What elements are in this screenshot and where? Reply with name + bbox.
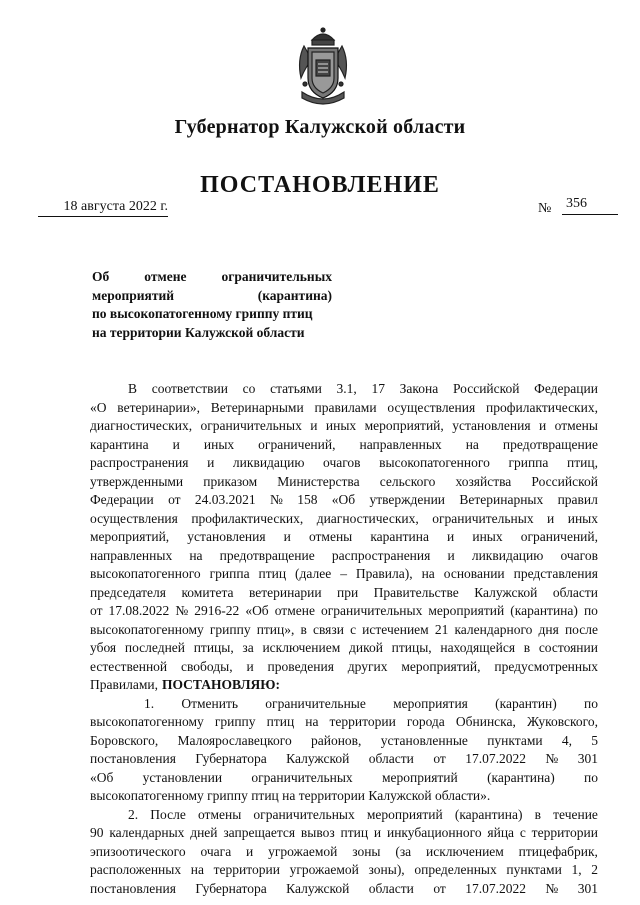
- body-word: с: [519, 825, 526, 840]
- body-word: зоны),: [368, 862, 405, 877]
- body-word: Правительстве: [373, 584, 459, 600]
- body-line: [90, 787, 598, 806]
- body-word: птиц: [258, 566, 287, 581]
- body-word: на: [421, 566, 435, 581]
- body-word: соответствии: [151, 381, 228, 396]
- body-word: предусмотренных: [494, 658, 598, 674]
- number-label: №: [538, 201, 552, 216]
- body-word: 2.: [128, 806, 139, 822]
- body-word: Калужской: [474, 584, 538, 600]
- body-word: птицы,: [193, 640, 234, 655]
- body-line: [90, 639, 598, 658]
- body-word: 301: [577, 880, 598, 896]
- body-word: птиц»,: [256, 621, 295, 637]
- subject-word: (карантина): [257, 287, 332, 303]
- body-word: мероприятия: [393, 695, 468, 711]
- body-word: высокопатогенного: [379, 455, 490, 470]
- body-line: [90, 510, 598, 529]
- body-word: Губернатора: [195, 880, 267, 896]
- body-word: иных: [567, 510, 598, 526]
- body-word: очагов: [560, 547, 598, 563]
- body-word: Жуковского,: [526, 714, 598, 729]
- body-word: убоя: [90, 640, 117, 655]
- subject-line: [92, 305, 332, 324]
- body-word: –: [340, 566, 347, 581]
- body-word: эпизоотического: [90, 843, 186, 859]
- body-word: по: [584, 769, 598, 785]
- body-line: [90, 473, 598, 492]
- body-word: Федерации: [90, 492, 154, 507]
- body-word: «Об: [331, 492, 356, 507]
- body-word: области: [368, 751, 414, 766]
- body-word: распространения: [331, 547, 431, 563]
- body-word: Российской: [531, 473, 598, 489]
- body-word: Министерства: [277, 473, 360, 489]
- body-word: (далее: [295, 566, 332, 581]
- body-line: [90, 843, 598, 862]
- body-word: правилами: [314, 399, 377, 415]
- body-word: иных: [203, 436, 235, 452]
- body-word: на: [465, 436, 479, 452]
- body-line: [90, 547, 598, 566]
- body-word: ограничительных: [253, 806, 355, 822]
- body-line: [90, 880, 598, 899]
- body-word: территории: [213, 862, 280, 877]
- body-word: карантина: [370, 529, 429, 544]
- body-line: [90, 602, 598, 621]
- body-word: председателя: [90, 584, 166, 600]
- body-word: 17.07.2022: [465, 751, 526, 766]
- body-word: комитета: [181, 584, 234, 600]
- body-word: дикой: [348, 640, 383, 655]
- body-line: [90, 621, 598, 640]
- body-word: «Об: [245, 603, 269, 618]
- document-body: [90, 380, 598, 898]
- body-word: иных: [472, 529, 503, 544]
- body-word: 1,: [571, 862, 582, 877]
- body-word: предотвращение: [219, 547, 315, 563]
- body-line: [90, 565, 598, 584]
- body-word: и: [373, 825, 382, 840]
- body-word: после: [564, 621, 598, 637]
- body-word: районов,: [310, 732, 362, 748]
- body-word: 24.03.2021: [194, 492, 256, 507]
- document-subject: [92, 268, 332, 342]
- body-line: [90, 695, 598, 714]
- body-line: [90, 861, 598, 880]
- body-word: запрещается: [223, 825, 296, 840]
- subject-word: по высокопатогенному гриппу птиц: [92, 306, 313, 321]
- body-word: установления: [187, 529, 266, 544]
- coat-of-arms-icon: [294, 26, 352, 110]
- body-word: мероприятий: [381, 769, 458, 785]
- body-word: и: [447, 529, 455, 544]
- body-word: (карантин): [495, 695, 557, 711]
- body-word: при: [337, 584, 359, 600]
- body-word: от: [433, 880, 446, 896]
- body-word: очага: [200, 843, 232, 859]
- body-word: очагов: [323, 455, 361, 470]
- body-word: от: [168, 492, 181, 507]
- body-word: Малоярославецкого: [177, 732, 292, 748]
- body-line: [90, 750, 598, 769]
- body-word: осуществления: [90, 510, 178, 526]
- body-word: представления: [513, 566, 598, 581]
- body-line: [90, 806, 598, 825]
- body-word: отмене: [274, 603, 315, 618]
- body-line: [90, 584, 598, 603]
- body-word: После: [150, 806, 186, 822]
- body-word: вывоз: [300, 825, 335, 840]
- body-word: Ветеринарных: [459, 492, 544, 507]
- body-word: ПОСТАНОВЛЯЮ:: [161, 677, 280, 692]
- body-word: календарных: [109, 825, 185, 840]
- body-word: на: [305, 714, 319, 729]
- body-word: с: [350, 621, 357, 637]
- body-word: области: [368, 880, 414, 896]
- body-word: птиц: [266, 714, 295, 729]
- body-word: Правилами,: [90, 677, 158, 692]
- body-word: и: [246, 658, 254, 674]
- body-word: мероприятий,: [90, 529, 170, 544]
- body-word: территории: [329, 714, 396, 729]
- body-word: 17.08.2022: [108, 603, 170, 618]
- body-word: на: [189, 547, 203, 563]
- body-word: «Об: [90, 769, 114, 785]
- subject-word: ограничительных: [221, 269, 332, 284]
- body-word: исключением: [425, 843, 504, 859]
- body-line: [90, 528, 598, 547]
- body-word: и: [447, 547, 455, 563]
- body-word: в: [523, 640, 531, 655]
- body-word: определенных: [414, 862, 497, 877]
- body-word: от: [433, 751, 446, 766]
- body-word: расположенных: [90, 862, 182, 877]
- body-word: города: [406, 714, 445, 729]
- body-line: [90, 713, 598, 732]
- body-word: направленных: [90, 547, 173, 563]
- document-number: 356: [562, 196, 618, 215]
- body-word: (за: [395, 843, 412, 859]
- body-word: статьями: [270, 381, 322, 396]
- body-word: Калужской: [286, 751, 350, 766]
- body-word: ликвидацию: [471, 547, 544, 563]
- body-word: течение: [553, 806, 598, 822]
- body-word: Закона: [399, 381, 439, 396]
- body-word: отмены: [197, 806, 242, 822]
- body-word: Российской: [452, 381, 520, 396]
- body-word: 17.07.2022: [465, 880, 526, 896]
- body-word: Боровского,: [90, 732, 159, 748]
- body-word: основании: [443, 566, 505, 581]
- body-line: [90, 658, 598, 677]
- document-date: 18 августа 2022 г.: [38, 199, 168, 217]
- body-word: иных: [325, 418, 357, 433]
- body-word: №: [545, 880, 559, 896]
- body-word: дней: [190, 825, 218, 840]
- body-word: от: [90, 603, 103, 618]
- body-word: ограничений,: [258, 436, 336, 452]
- body-word: со: [242, 381, 256, 396]
- body-word: приказом: [203, 473, 258, 489]
- body-word: яйца: [487, 825, 515, 840]
- body-word: и: [547, 510, 555, 526]
- body-word: состоянии: [538, 640, 598, 655]
- body-word: 2: [591, 862, 598, 877]
- body-word: профилактических,: [191, 510, 304, 526]
- body-word: ограничительных: [200, 418, 302, 433]
- body-word: Обнинска,: [455, 714, 516, 729]
- body-word: 3.1,: [336, 381, 357, 396]
- body-word: птицефабрик,: [518, 843, 598, 859]
- body-word: по: [584, 695, 598, 711]
- document-type: ПОСТАНОВЛЕНИЕ: [200, 172, 440, 198]
- body-word: календарного: [454, 621, 533, 637]
- body-word: в: [534, 806, 541, 822]
- subject-line: [92, 287, 332, 306]
- body-word: отмены: [308, 529, 353, 544]
- body-word: на: [190, 862, 204, 877]
- body-word: высокопатогенному: [90, 714, 204, 729]
- body-word: профилактических,: [486, 399, 598, 415]
- body-word: области: [552, 584, 598, 600]
- subject-word: мероприятий: [92, 287, 175, 303]
- body-line: [90, 732, 598, 751]
- body-word: гриппу: [214, 714, 256, 729]
- body-word: свободы,: [181, 658, 233, 674]
- body-word: распространения: [90, 455, 189, 470]
- body-word: (карантина): [454, 806, 523, 822]
- body-word: пунктами: [487, 732, 543, 748]
- body-word: карантина: [90, 436, 149, 452]
- body-word: №: [545, 751, 559, 766]
- body-word: (карантина): [510, 603, 578, 618]
- body-word: пунктами: [506, 862, 562, 877]
- body-word: угрожаемой: [289, 862, 359, 877]
- body-word: и: [538, 418, 547, 433]
- body-word: гриппа: [508, 455, 549, 470]
- body-word: и: [246, 843, 254, 859]
- body-word: высокопатогенному гриппу птиц на территории Калужской области».: [90, 788, 491, 803]
- body-word: находящейся: [440, 640, 516, 655]
- body-word: диагностических,: [316, 510, 419, 526]
- body-word: ликвидацию: [232, 455, 305, 470]
- body-word: Правила),: [355, 566, 413, 581]
- body-word: направленных: [359, 436, 442, 452]
- subject-word: на территории Калужской области: [92, 324, 305, 340]
- body-word: В: [128, 381, 138, 396]
- body-word: правил: [557, 492, 598, 507]
- body-word: 301: [577, 751, 598, 766]
- body-word: ограничительных: [321, 603, 423, 618]
- body-word: постановления: [90, 880, 176, 896]
- body-word: утверждении: [369, 492, 446, 507]
- body-word: инкубационного: [386, 825, 482, 840]
- body-line: [90, 436, 598, 455]
- body-word: ограничительных: [251, 769, 353, 785]
- body-word: угрожаемой: [268, 843, 338, 859]
- body-word: 1.: [144, 695, 155, 711]
- body-word: предотвращение: [502, 436, 598, 452]
- subject-word: отмене: [144, 269, 187, 284]
- body-word: мероприятий: [428, 603, 505, 618]
- body-word: (карантина): [487, 769, 555, 785]
- body-line: [90, 769, 598, 788]
- body-word: «О: [90, 399, 107, 415]
- body-word: Отменить: [181, 695, 239, 711]
- body-word: ограничительных: [432, 510, 534, 526]
- body-word: исключением: [262, 640, 341, 655]
- body-word: постановления: [90, 751, 176, 766]
- body-word: 17: [371, 381, 385, 396]
- body-word: и: [283, 529, 291, 544]
- subject-line: [92, 268, 332, 287]
- body-word: 90: [90, 825, 104, 840]
- body-word: Федерации: [534, 381, 598, 396]
- body-line: [90, 417, 598, 436]
- body-word: птиц: [340, 825, 369, 840]
- body-word: проведения: [267, 658, 334, 674]
- body-word: 158: [297, 492, 318, 507]
- body-word: отмены: [554, 418, 598, 433]
- body-word: зоны: [352, 843, 381, 859]
- body-line: [90, 676, 598, 695]
- body-word: дня: [538, 621, 559, 637]
- body-line: [90, 824, 598, 843]
- body-word: ограничительные: [265, 695, 366, 711]
- body-word: Губернатора: [195, 751, 267, 766]
- body-word: установленные: [380, 732, 468, 748]
- body-word: 5: [591, 732, 598, 748]
- body-word: территории: [531, 825, 598, 840]
- body-word: №: [269, 492, 283, 507]
- subject-line: [92, 324, 332, 343]
- body-word: связи: [312, 621, 344, 637]
- body-word: высокопатогенному: [90, 621, 204, 637]
- body-word: Ветеринарными: [210, 399, 304, 415]
- body-word: диагностических,: [90, 418, 193, 433]
- body-word: ветеринарии: [248, 584, 322, 600]
- authority-title: Губернатор Калужской области: [174, 116, 466, 138]
- body-word: мероприятий,: [401, 658, 481, 674]
- body-word: гриппу: [209, 621, 251, 637]
- body-line: [90, 380, 598, 399]
- body-word: истечением: [362, 621, 429, 637]
- body-line: [90, 491, 598, 510]
- body-word: в: [300, 621, 307, 637]
- body-word: ограничений,: [520, 529, 598, 544]
- body-line: [90, 399, 598, 418]
- body-word: птицы,: [391, 640, 432, 655]
- body-word: птиц,: [567, 455, 598, 470]
- body-word: осуществления: [387, 399, 476, 415]
- body-word: установления: [452, 418, 531, 433]
- body-word: 21: [434, 621, 449, 637]
- body-word: гриппа: [209, 566, 250, 581]
- body-word: №: [175, 603, 189, 618]
- body-word: 4,: [561, 732, 572, 748]
- body-word: и: [310, 418, 318, 433]
- body-word: и: [207, 455, 215, 470]
- body-line: [90, 454, 598, 473]
- body-word: мероприятий: [366, 806, 443, 822]
- body-word: 2916-22: [194, 603, 240, 618]
- body-word: по: [583, 603, 598, 618]
- body-word: Калужской: [286, 880, 350, 896]
- body-word: естественной: [90, 658, 168, 674]
- body-word: высокопатогенного: [90, 566, 201, 581]
- body-word: установлении: [142, 769, 223, 785]
- body-word: других: [347, 658, 388, 674]
- body-word: и: [172, 436, 180, 452]
- body-word: за: [242, 640, 254, 655]
- body-word: мероприятий,: [364, 418, 444, 433]
- body-word: ветеринарии»,: [117, 399, 200, 415]
- subject-word: Об: [92, 269, 110, 284]
- body-word: утвержденными: [90, 473, 184, 489]
- body-word: хозяйства: [455, 473, 512, 489]
- body-word: последней: [124, 640, 186, 655]
- body-word: сельского: [379, 473, 436, 489]
